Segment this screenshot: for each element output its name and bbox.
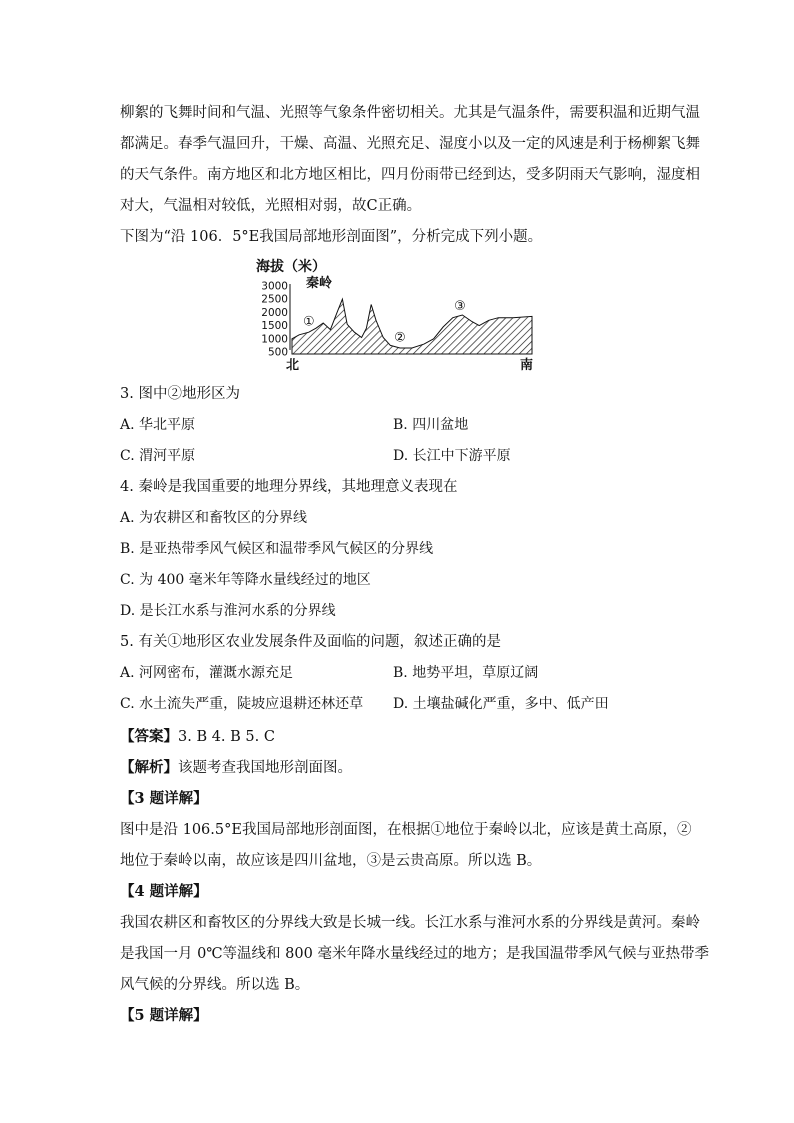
answer-line <box>120 727 275 747</box>
q3-stem: 3. 图中②地形区为 <box>120 386 240 402</box>
figure-prompt: 下图为“沿 106．5°E我国局部地形剖面图”，分析完成下列小题。 <box>120 229 543 245</box>
intro-line-2: 都满足。春季气温回升，干燥、高温、光照充足、湿度小以及一定的风速是利于杨柳絮飞舞 <box>120 136 700 152</box>
detail3-line-2: 地位于秦岭以南，故应该是四川盆地，③是云贵高原。所以选 B。 <box>120 853 542 869</box>
detail3-heading: 【3 题详解】 <box>120 790 208 807</box>
y-tick-label: 500 <box>267 346 288 359</box>
analysis-text: 该题考查我国地形剖面图。 <box>178 760 352 776</box>
q3-option-c: C. 渭河平原 <box>120 448 196 464</box>
q5-option-d: D. 土壤盐碱化严重，多中、低产田 <box>393 696 609 712</box>
region-marker-1: ① <box>302 314 315 330</box>
y-axis-ticks <box>261 281 288 359</box>
q5-option-c: C. 水土流失严重，陡坡应退耕还林还草 <box>120 696 364 712</box>
analysis-line <box>120 758 352 778</box>
answer-tag: 【答案】 <box>120 728 178 745</box>
region-marker-2: ② <box>394 330 406 346</box>
q4-option-b: B. 是亚热带季风气候区和温带季风气候区的分界线 <box>120 541 434 557</box>
q3-option-b: B. 四川盆地 <box>393 417 469 433</box>
q4-option-c: C. 为 400 毫米年等降水量线经过的地区 <box>120 572 371 588</box>
intro-line-1: 柳絮的飞舞时间和气温、光照等气象条件密切相关。尤其是气温条件，需要积温和近期气温 <box>120 105 700 121</box>
q3-option-a: A. 华北平原 <box>120 417 196 433</box>
q5-option-a: A. 河网密布，灌溉水源充足 <box>120 665 294 681</box>
analysis-tag: 【解析】 <box>120 759 178 776</box>
peak-label-qinling: 秦岭 <box>306 276 333 291</box>
detail5-heading: 【5 题详解】 <box>120 1007 208 1024</box>
y-tick-label: 2000 <box>261 306 288 319</box>
y-tick-label: 1000 <box>261 333 288 346</box>
x-end-label-south: 南 <box>520 358 534 373</box>
terrain-profile-chart <box>256 256 542 374</box>
y-tick-label: 3000 <box>261 280 288 293</box>
q5-stem: 5. 有关①地形区农业发展条件及面临的问题，叙述正确的是 <box>120 634 501 650</box>
y-tick-label: 2500 <box>261 293 288 306</box>
answer-text: 3. B 4. B 5. C <box>178 729 275 745</box>
detail3-line-1: 图中是沿 106.5°E我国局部地形剖面图，在根据①地位于秦岭以北，应该是黄土高原，② <box>120 822 692 838</box>
y-tick-label: 1500 <box>261 320 288 333</box>
q3-option-d: D. 长江中下游平原 <box>393 448 511 464</box>
intro-line-4: 对大，气温相对较低，光照相对弱，故C正确。 <box>120 198 422 214</box>
q4-option-d: D. 是长江水系与淮河水系的分界线 <box>120 603 336 619</box>
detail4-heading: 【4 题详解】 <box>120 883 208 900</box>
intro-line-3: 的天气条件。南方地区和北方地区相比，四月份雨带已经到达，受多阴雨天气影响，湿度相 <box>120 167 700 183</box>
detail4-line-2: 是我国一月 0℃等温线和 800 毫米年降水量线经过的地方；是我国温带季风气候与亚热带季 <box>120 946 709 962</box>
chart-title: 海拔（米） <box>256 259 326 275</box>
q4-option-a: A. 为农耕区和畜牧区的分界线 <box>120 510 308 526</box>
terrain-profile-area <box>292 299 532 354</box>
q5-option-b: B. 地势平坦，草原辽阔 <box>393 665 539 681</box>
q4-stem: 4. 秦岭是我国重要的地理分界线，其地理意义表现在 <box>120 479 458 495</box>
detail4-line-1: 我国农耕区和畜牧区的分界线大致是长城一线。长江水系与淮河水系的分界线是黄河。秦岭 <box>120 915 700 931</box>
x-start-label-north: 北 <box>286 358 300 373</box>
detail4-line-3: 风气候的分界线。所以选 B。 <box>120 977 310 993</box>
region-marker-3: ③ <box>454 298 466 314</box>
